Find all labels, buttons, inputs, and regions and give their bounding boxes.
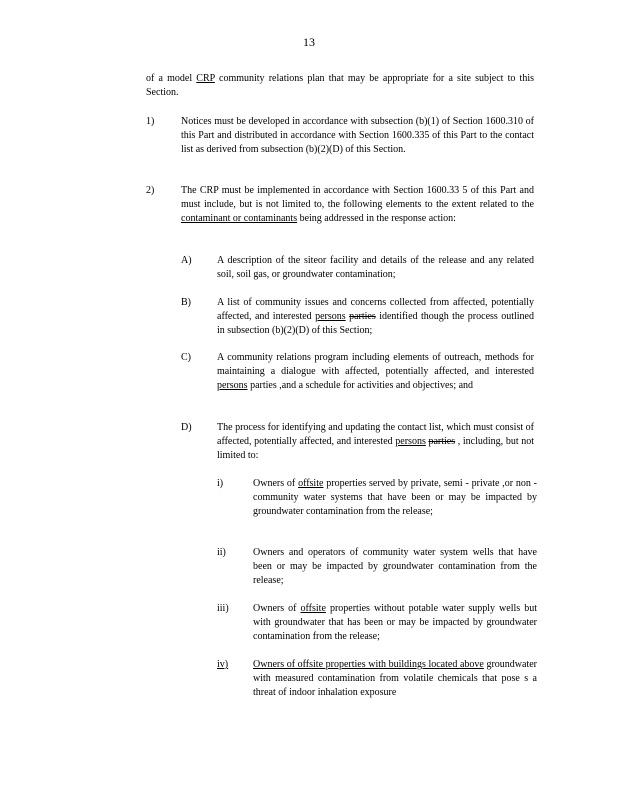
text-run: community relations plan that may be appropriate for a site subject to this Section. (146, 73, 535, 98)
subitem-a-label: A) (181, 255, 192, 266)
roman-iv-label: iv) (217, 659, 229, 670)
text-run: identified though the process outlined in subsection (b)(2)(D) of this Section; (217, 311, 534, 336)
roman-iii-label: iii) (217, 603, 229, 614)
text-run: properties without potable water supply wells but with groundwater that has been or may be impacted by groundwater contamination from the release; (253, 603, 537, 642)
intro-paragraph (146, 72, 534, 100)
text-run: A community relations program including elements of outreach, methods for maintaining a dialogue with affected, potentially affected, and interested (217, 352, 534, 377)
item-2-text (181, 184, 534, 226)
item-1-label: 1) (146, 116, 155, 127)
text-run: Owners of offsite properties with buildings located above (253, 659, 484, 670)
text-run: offsite (298, 478, 324, 489)
item-2-label: 2) (146, 185, 155, 196)
text-run: , including, but not limited to: (217, 436, 535, 461)
roman-i-label: i) (217, 478, 224, 489)
roman-iv-text (253, 658, 537, 700)
text-run: parties (428, 436, 456, 447)
text-run: of a model (146, 73, 197, 84)
text-run: A list of community issues and concerns collected from affected, potentially affected, and interested (217, 297, 534, 322)
text-run: Owners of (253, 603, 301, 614)
text-run: A description of the siteor facility and details of the release and any related soil, soil gas, or groundwater contamination; (217, 255, 534, 280)
text-run: Owners and operators of community water system wells that have been or may be impacted by groundwater contamination from the release; (253, 547, 537, 586)
subitem-a-text (217, 254, 534, 282)
item-1-text (181, 115, 534, 157)
text-run: persons (217, 380, 248, 391)
text-run: Notices must be developed in accordance with subsection (b)(1) of Section 1600.310 of this Part and distributed in accordance with Section 1600.335 of this Part to the contact list as derived from subsection (b)(2)(D) of this Section. (181, 116, 534, 155)
roman-ii-text (253, 546, 537, 588)
text-run: offsite (300, 603, 326, 614)
text-run: Owners of (253, 478, 299, 489)
text-run: groundwater with measured contamination from volatile chemicals that pose s a threat of indoor inhalation exposure (253, 659, 537, 698)
text-run: properties served by private, semi - private ,or non -community water systems that have been or may be impacted by groundwater contamination from the release; (253, 478, 537, 517)
text-run: CRP (196, 73, 215, 84)
roman-iii-text (253, 602, 537, 644)
text-run: contaminant or contaminants (181, 213, 298, 224)
roman-ii-label: ii) (217, 547, 226, 558)
text-run: The process for identifying and updating the contact list, which must consist of affected, potentially affected, and interested (217, 422, 534, 447)
subitem-b-label: B) (181, 297, 191, 308)
text-run: persons (395, 436, 426, 447)
text-run: persons (315, 311, 346, 322)
subitem-b-text (217, 296, 534, 338)
subitem-c-text (217, 351, 534, 393)
subitem-d-text (217, 421, 534, 463)
subitem-d-label: D) (181, 422, 192, 433)
roman-i-text (253, 477, 537, 519)
text-run: The CRP must be implemented in accordance with Section 1600.33 5 of this Part and must include, but is not limited to, the following elements to the extent related to the (181, 185, 534, 210)
subitem-c-label: C) (181, 352, 191, 363)
text-run: being addressed in the response action: (297, 213, 456, 224)
page-number: 13 (303, 35, 315, 49)
text-run: parties (349, 311, 376, 322)
text-run: parties ,and a schedule for activities and objectives; and (247, 380, 474, 391)
